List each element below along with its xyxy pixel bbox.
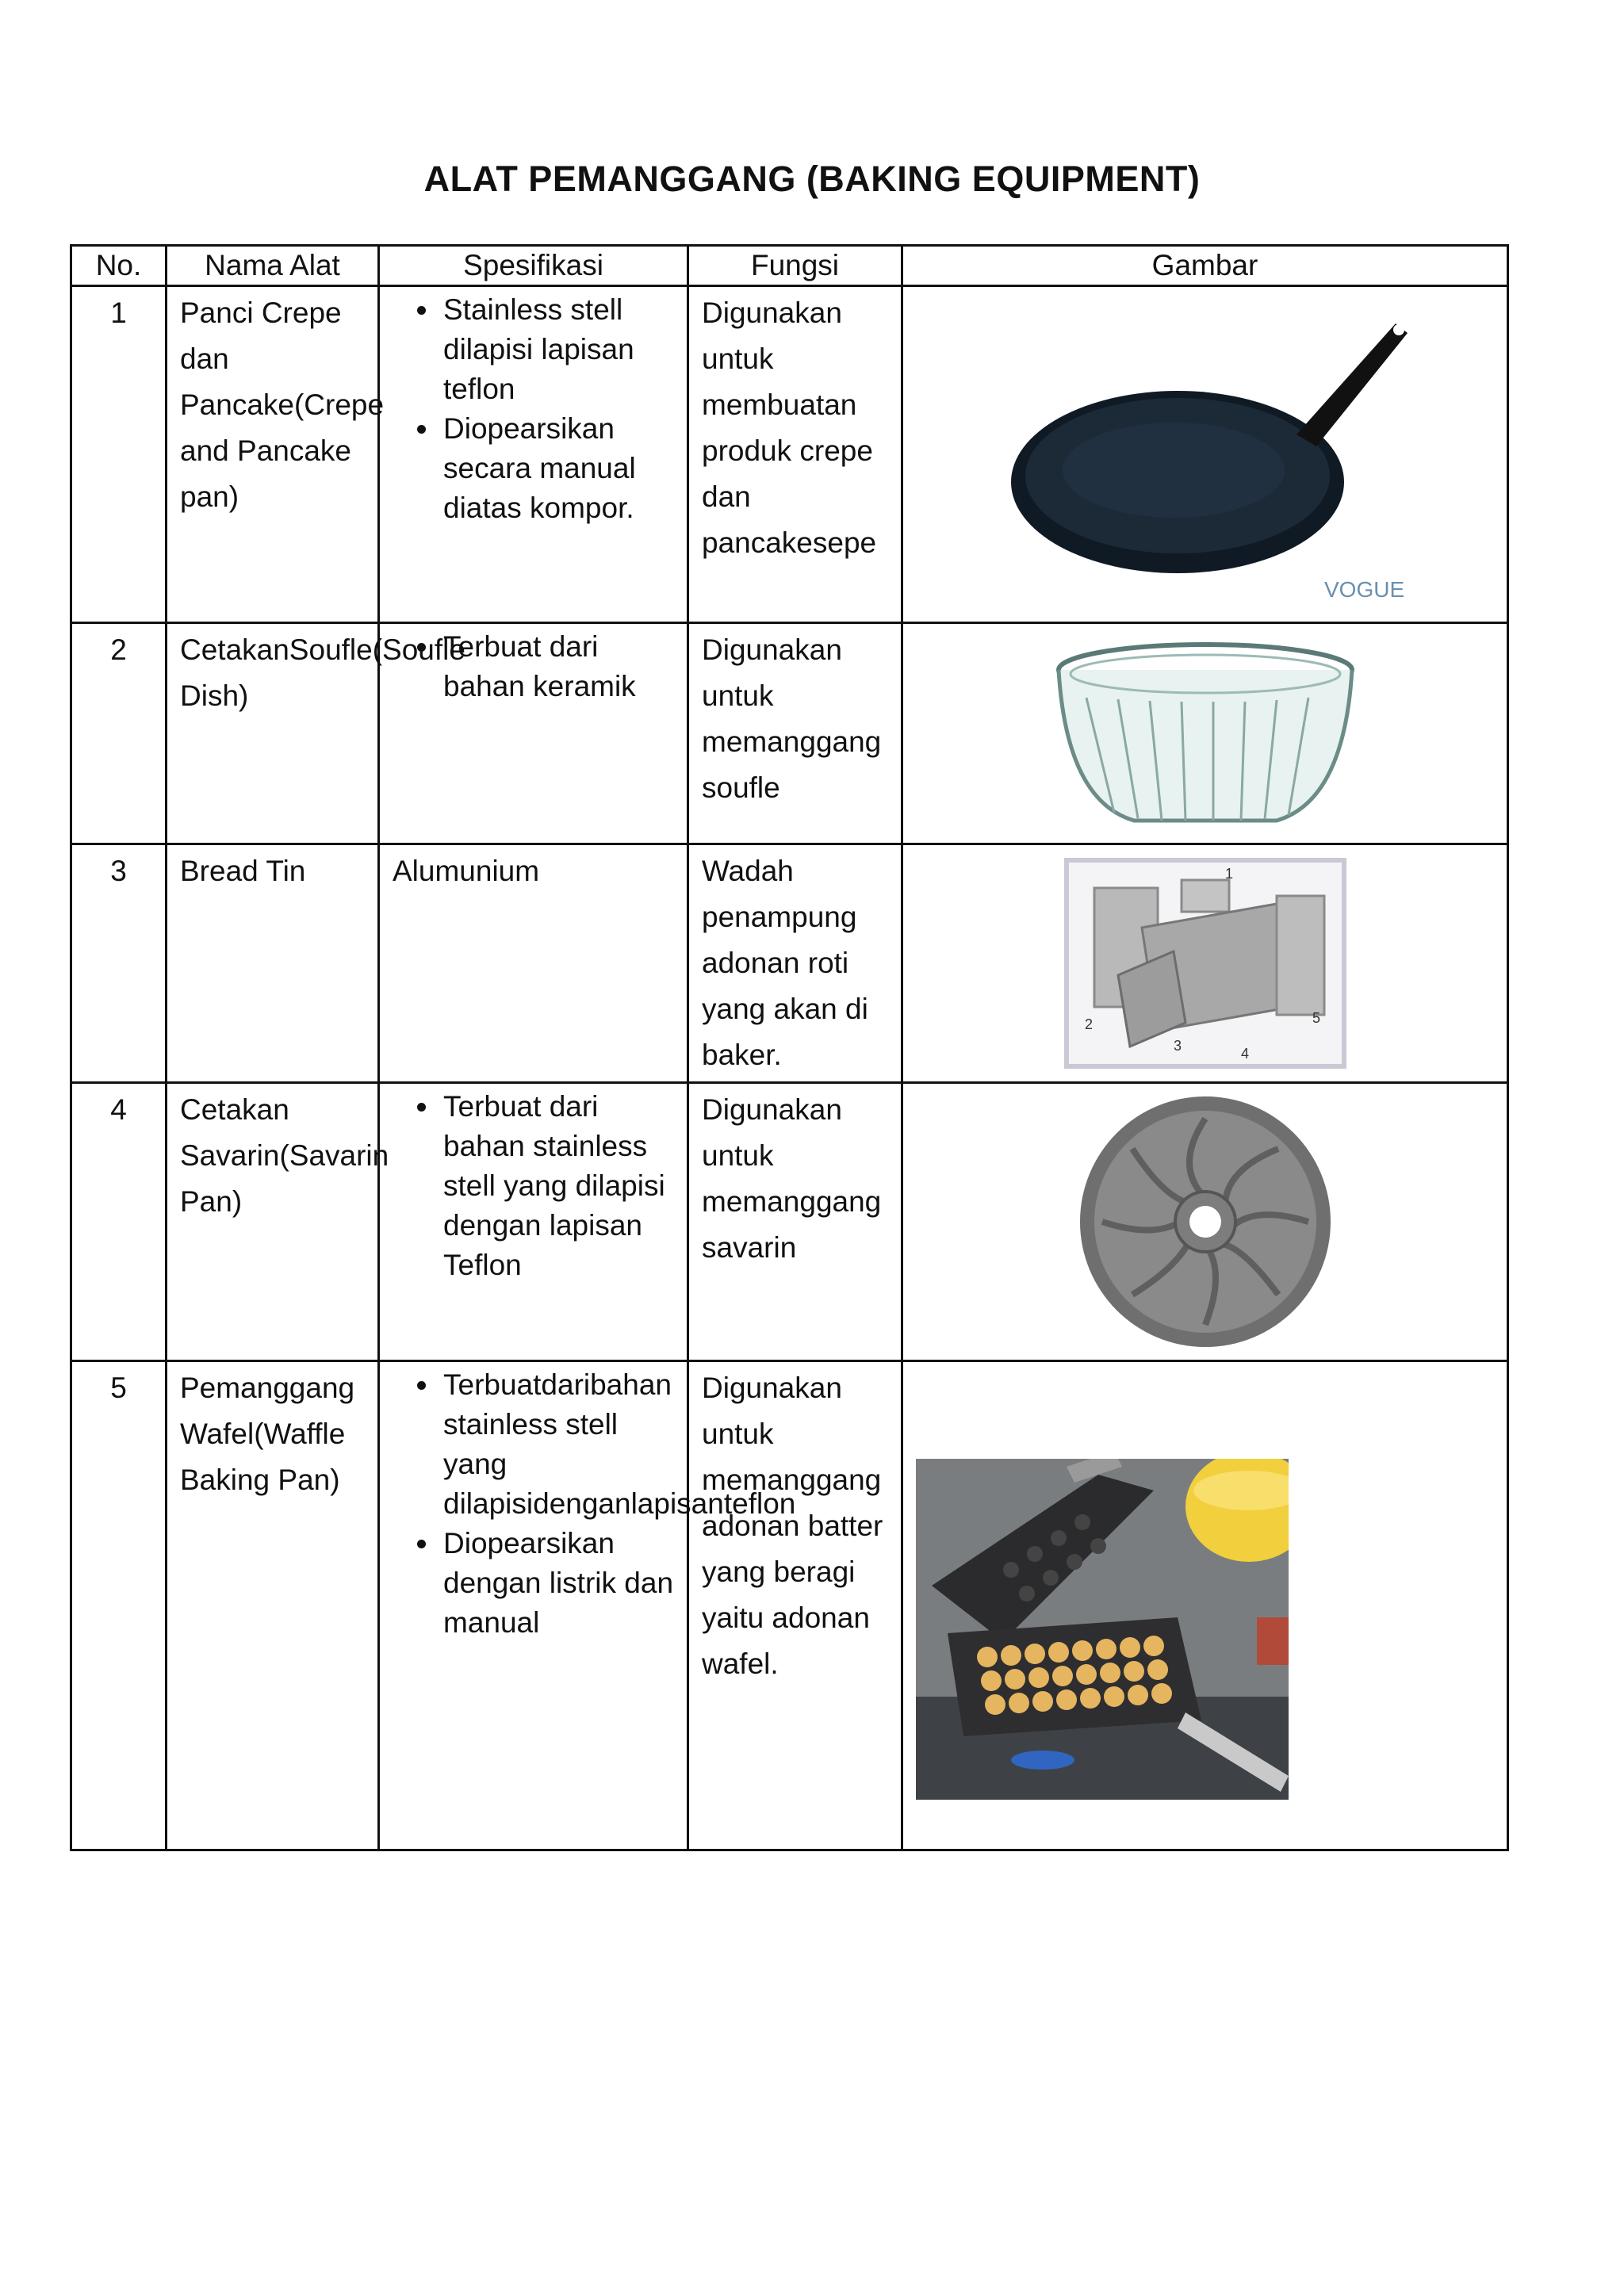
tool-spec — [379, 286, 688, 623]
bread-tin-image — [902, 844, 1508, 1083]
table-row — [71, 623, 1508, 844]
tool-function: Digunakan untuk memanggang soufle — [688, 623, 902, 844]
tool-function: Digunakan untuk memanggang adonan batter yang beragi yaitu adonan wafel. — [688, 1361, 902, 1850]
row-number: 5 — [71, 1361, 167, 1850]
header-spesifikasi: Spesifikasi — [379, 246, 688, 286]
tool-spec: Alumunium — [379, 844, 688, 1083]
spec-item: • Diopearsikan secara manual diatas kompor. — [440, 409, 674, 528]
tool-name: Pemanggang Wafel(Waffle Baking Pan) — [167, 1361, 379, 1850]
table-header-row — [71, 246, 1508, 286]
diagram-label: 5 — [1312, 1010, 1320, 1026]
spec-item: • Terbuatdaribahan stainless stell yang dilapisidenganlapisanteflon — [440, 1365, 674, 1524]
header-fungsi: Fungsi — [688, 246, 902, 286]
tool-name: Bread Tin — [167, 844, 379, 1083]
tool-function: Digunakan untuk memanggang savarin — [688, 1083, 902, 1361]
spec-item: • Terbuat dari bahan keramik — [440, 627, 674, 706]
brand-logo: VOGUE — [1323, 577, 1404, 602]
header-no: No. — [71, 246, 167, 286]
spec-item: • Diopearsikan dengan listrik dan manual — [440, 1524, 674, 1643]
table-row — [71, 1083, 1508, 1361]
tool-name: Cetakan Savarin(Savarin Pan) — [167, 1083, 379, 1361]
page-title: ALAT PEMANGGANG (BAKING EQUIPMENT) — [423, 159, 1201, 199]
table-row — [71, 286, 1508, 623]
row-number: 2 — [71, 623, 167, 844]
table-row — [71, 1361, 1508, 1850]
diagram-label: 2 — [1084, 1016, 1093, 1032]
header-nama-alat: Nama Alat — [167, 246, 379, 286]
table-row — [71, 844, 1508, 1083]
row-number: 1 — [71, 286, 167, 623]
diagram-label: 3 — [1173, 1038, 1182, 1054]
header-gambar: Gambar — [902, 246, 1508, 286]
equipment-table — [70, 244, 1509, 1851]
savarin-pan-image — [902, 1083, 1508, 1361]
tool-spec — [379, 1083, 688, 1361]
diagram-label: 1 — [1224, 866, 1233, 882]
crepe-pan-image — [902, 286, 1508, 623]
tool-name: CetakanSoufle(Soufle Dish) — [167, 623, 379, 844]
row-number: 4 — [71, 1083, 167, 1361]
spec-item: • Terbuat dari bahan stainless stell yang dilapisi dengan lapisan Teflon — [440, 1087, 674, 1285]
row-number: 3 — [71, 844, 167, 1083]
diagram-label: 4 — [1240, 1046, 1249, 1062]
tool-spec — [379, 623, 688, 844]
souffle-dish-image — [902, 623, 1508, 844]
tool-name: Panci Crepe dan Pancake(Crepe and Pancake pan) — [167, 286, 379, 623]
waffle-pan-image — [902, 1361, 1508, 1850]
tool-function: Wadah penampung adonan roti yang akan di baker. — [688, 844, 902, 1083]
spec-item: • Stainless stell dilapisi lapisan teflon — [440, 290, 674, 409]
tool-function: Digunakan untuk membuatan produk crepe dan pancakesepe — [688, 286, 902, 623]
